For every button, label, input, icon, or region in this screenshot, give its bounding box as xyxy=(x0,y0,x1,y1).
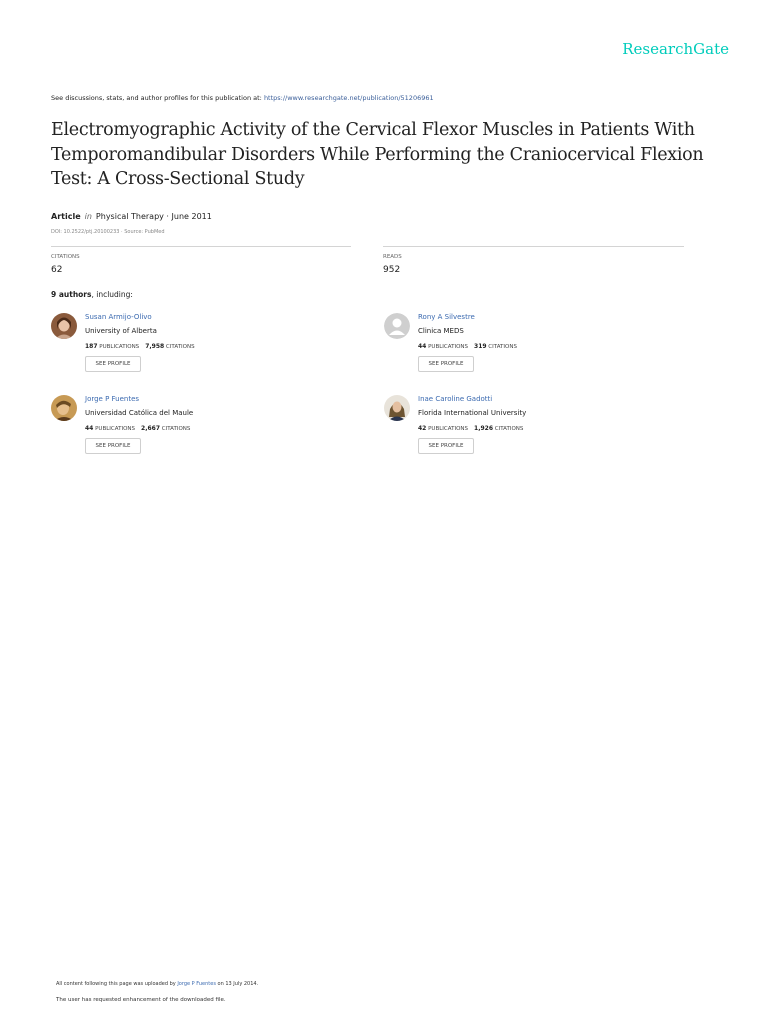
upload-prefix: All content following this page was uploaded by xyxy=(56,981,178,987)
see-profile-button[interactable]: SEE PROFILE xyxy=(418,356,474,372)
publications-count: 44 xyxy=(418,343,427,350)
publications-count: 42 xyxy=(418,425,427,432)
author-stats xyxy=(418,425,523,432)
author-stats xyxy=(85,425,190,432)
citations-count-label: CITATIONS xyxy=(161,426,191,432)
citations-value: 62 xyxy=(51,265,63,275)
author-avatar[interactable] xyxy=(51,313,77,339)
citations-count: 2,667 xyxy=(141,425,160,432)
citations-count-label: CITATIONS xyxy=(494,426,524,432)
author-institution: Florida International University xyxy=(418,409,527,417)
authors-suffix: , including: xyxy=(91,290,133,299)
in-label: in xyxy=(84,212,92,221)
author-card xyxy=(51,313,351,377)
researchgate-logo[interactable]: ResearchGate xyxy=(622,40,729,58)
discussion-note xyxy=(51,94,434,102)
reads-value: 952 xyxy=(383,265,401,275)
author-institution: University of Alberta xyxy=(85,327,157,335)
divider-left xyxy=(51,246,351,247)
author-avatar[interactable] xyxy=(51,395,77,421)
author-name[interactable]: Rony A Silvestre xyxy=(418,313,475,321)
upload-note xyxy=(56,981,258,987)
author-name[interactable]: Jorge P Fuentes xyxy=(85,395,140,403)
citations-count-label: CITATIONS xyxy=(165,344,195,350)
authors-count: 9 authors xyxy=(51,290,92,299)
see-profile-button[interactable]: SEE PROFILE xyxy=(85,438,141,454)
author-institution: Clinica MEDS xyxy=(418,327,464,335)
enhancement-note: The user has requested enhancement of the downloaded file. xyxy=(56,997,226,1003)
publications-label: PUBLICATIONS xyxy=(428,344,469,350)
author-institution: Universidad Católica del Maule xyxy=(85,409,194,417)
author-stats xyxy=(85,343,195,350)
see-profile-button[interactable]: SEE PROFILE xyxy=(85,356,141,372)
uploader-link[interactable]: Jorge P Fuentes xyxy=(177,981,216,987)
publications-label: PUBLICATIONS xyxy=(95,426,136,432)
journal-link[interactable]: Physical Therapy · June 2011 xyxy=(95,212,212,221)
citations-count: 319 xyxy=(474,343,487,350)
author-card xyxy=(384,395,684,459)
authors-heading xyxy=(51,290,133,299)
citations-count-label: CITATIONS xyxy=(488,344,517,350)
author-card xyxy=(384,313,684,377)
see-profile-button[interactable]: SEE PROFILE xyxy=(418,438,474,454)
article-meta xyxy=(51,212,212,221)
citations-label: CITATIONS xyxy=(51,254,80,260)
citations-count: 7,958 xyxy=(145,343,165,350)
author-stats xyxy=(418,343,517,350)
author-card xyxy=(51,395,351,459)
publications-label: PUBLICATIONS xyxy=(428,426,469,432)
author-name[interactable]: Inae Caroline Gadotti xyxy=(418,395,493,403)
reads-label: READS xyxy=(383,254,402,260)
doi-line: DOI: 10.2522/ptj.20100233 · Source: PubMed xyxy=(51,229,165,235)
upload-suffix: on 13 July 2014. xyxy=(215,981,259,987)
publications-label: PUBLICATIONS xyxy=(99,344,140,350)
publications-count: 44 xyxy=(85,425,94,432)
citations-count: 1,926 xyxy=(474,425,493,432)
publications-count: 187 xyxy=(85,343,98,350)
divider-right xyxy=(383,246,684,247)
author-avatar[interactable] xyxy=(384,395,410,421)
publication-link[interactable]: https://www.researchgate.net/publication/51206961 xyxy=(263,94,434,102)
author-name[interactable]: Susan Armijo-Olivo xyxy=(85,313,152,321)
article-title: Electromyographic Activity of the Cervical Flexor Muscles in Patients With Temporomandibular Disorders While Performing the Craniocervical Flexion Test: A Cross-Sectional Study xyxy=(51,120,704,189)
author-avatar-placeholder[interactable] xyxy=(384,313,410,339)
discussion-text: See discussions, stats, and author profiles for this publication at: xyxy=(51,94,264,102)
article-type: Article xyxy=(51,212,81,221)
